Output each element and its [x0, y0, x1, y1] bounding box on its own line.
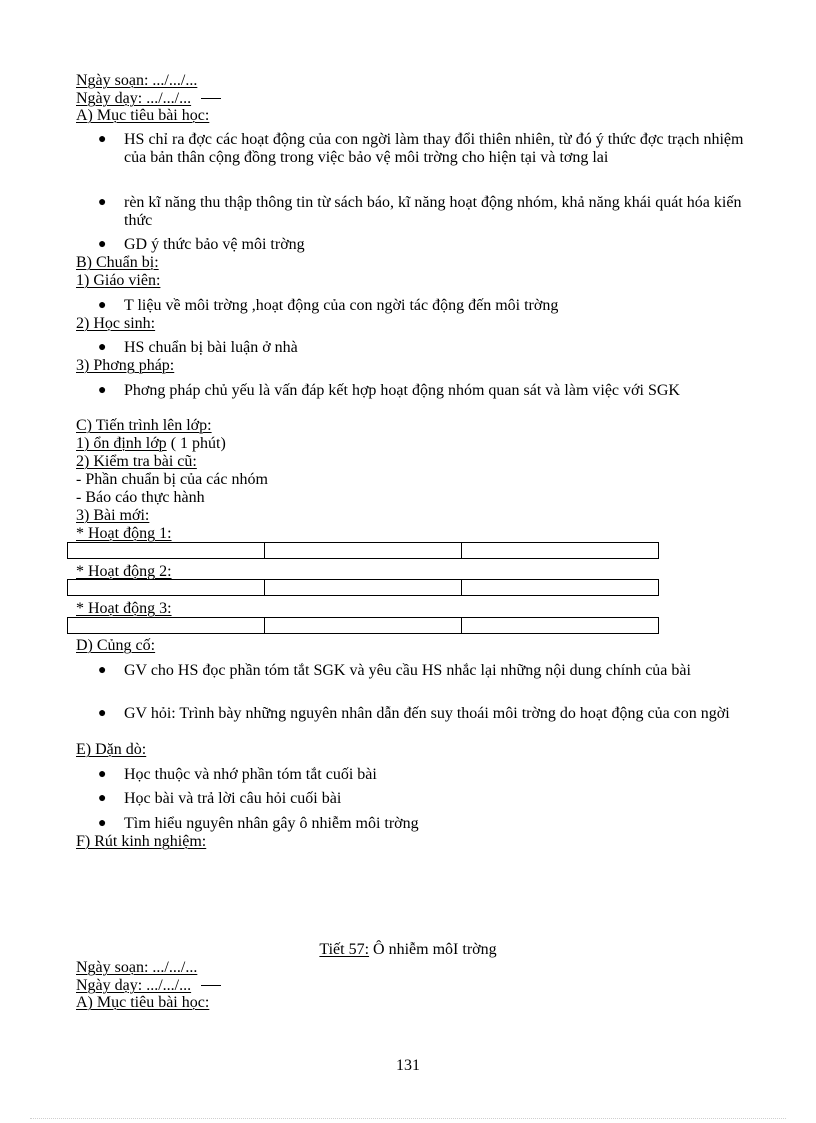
cung-co-item: ● GV hỏi: Trình bày những nguyên nhân dẫn đến suy thoái môi trờng do hoạt động của con ngời	[98, 705, 730, 722]
dan-do-item: ● Học thuộc và nhớ phần tóm tắt cuối bài	[98, 766, 377, 783]
hoat-dong-2-heading: * Hoạt động 2:	[76, 563, 172, 580]
page-bottom-rule	[30, 1118, 786, 1119]
giao-vien-heading: 1) Giáo viên:	[76, 272, 161, 289]
objective-item: ● HS chỉ ra đợc các hoạt động của con ngời làm thay đổi thiên nhiên, từ đó ý thức đợc trạch nhiệm của bản thân cộng đồng trong việc bảo vệ môi trờng cho hiện tại và tơng lai	[98, 131, 744, 166]
tien-trinh-heading: C) Tiến trình lên lớp:	[76, 417, 212, 434]
table-cell	[68, 618, 265, 633]
bullet-icon: ●	[98, 663, 107, 678]
hoat-dong-3-heading: * Hoạt động 3:	[76, 600, 172, 617]
hoat-dong-2-table	[67, 579, 659, 596]
bullet-icon: ●	[98, 340, 107, 355]
kiem-tra-item: - Phần chuẩn bị của các nhóm	[76, 471, 268, 488]
bullet-icon: ●	[98, 767, 107, 782]
table-cell	[462, 580, 658, 595]
table-cell	[265, 580, 462, 595]
bai-moi-heading: 3) Bài mới:	[76, 507, 150, 524]
ngay-day: Ngày dạy: .../.../...	[76, 90, 192, 107]
ngay-day-dash	[201, 98, 221, 99]
on-dinh-note: ( 1 phút)	[166, 435, 226, 452]
cung-co-item: ● GV cho HS đọc phần tóm tắt SGK và yêu cầu HS nhắc lại những nội dung chính của bài	[98, 662, 691, 679]
bullet-icon: ●	[98, 706, 107, 721]
on-dinh-line	[76, 435, 226, 453]
table-cell	[265, 543, 462, 558]
table-cell	[462, 543, 658, 558]
ngay-day-2-dash	[201, 985, 221, 986]
bullet-icon: ●	[98, 816, 107, 831]
table-cell	[265, 618, 462, 633]
bullet-icon: ●	[98, 237, 107, 252]
kiem-tra-heading: 2) Kiểm tra bài cũ:	[76, 453, 197, 470]
ngay-soan: Ngày soạn: .../.../...	[76, 72, 198, 89]
hoat-dong-1-heading: * Hoạt động 1:	[76, 525, 172, 542]
lesson-number: Tiết 57:	[319, 941, 370, 958]
lesson-name: Ô nhiễm môI trờng	[369, 941, 497, 958]
page-number: 131	[396, 1057, 420, 1074]
objective-item: ● GD ý thức bảo vệ môi trờng	[98, 236, 305, 253]
giao-vien-item: ● T liệu về môi trờng ,hoạt động của con ngời tác động đến môi trờng	[98, 297, 559, 314]
ngay-day-line	[76, 90, 221, 108]
hoat-dong-1-table	[67, 542, 659, 559]
ngay-day-2: Ngày dạy: .../.../...	[76, 977, 192, 994]
chuan-bi-heading: B) Chuẩn bị:	[76, 254, 159, 271]
rut-kinh-nghiem-heading: F) Rút kinh nghiệm:	[76, 833, 207, 850]
objective-item: ● rèn kĩ năng thu thập thông tin từ sách báo, kĩ năng hoạt động nhóm, khả năng khái quát hóa kiến thức	[98, 194, 742, 229]
table-cell	[68, 580, 265, 595]
bullet-icon: ●	[98, 298, 107, 313]
on-dinh-label: 1) ổn định lớp	[76, 435, 167, 452]
ngay-soan-2: Ngày soạn: .../.../...	[76, 959, 198, 976]
dan-do-item: ● Tìm hiểu nguyên nhân gây ô nhiễm môi trờng	[98, 815, 419, 832]
bullet-icon: ●	[98, 791, 107, 806]
phuong-phap-heading: 3) Phơng pháp:	[76, 357, 175, 374]
dan-do-heading: E) Dặn dò:	[76, 741, 147, 758]
kiem-tra-item: - Báo cáo thực hành	[76, 489, 205, 506]
table-cell	[462, 618, 658, 633]
muc-tieu-heading-2: A) Mục tiêu bài học:	[76, 994, 210, 1011]
table-cell	[68, 543, 265, 558]
hoat-dong-3-table	[67, 617, 659, 634]
ngay-day-2-line	[76, 977, 221, 995]
dan-do-item: ● Học bài và trả lời câu hỏi cuối bài	[98, 790, 342, 807]
phuong-phap-item: ● Phơng pháp chủ yếu là vấn đáp kết hợp hoạt động nhóm quan sát và làm việc với SGK	[98, 382, 680, 399]
bullet-icon: ●	[98, 195, 107, 210]
bullet-icon: ●	[98, 383, 107, 398]
lesson-title	[0, 941, 816, 959]
muc-tieu-heading: A) Mục tiêu bài học:	[76, 107, 210, 124]
cung-co-heading: D) Củng cố:	[76, 637, 156, 654]
hoc-sinh-item: ● HS chuẩn bị bài luận ở nhà	[98, 339, 298, 356]
bullet-icon: ●	[98, 132, 107, 147]
hoc-sinh-heading: 2) Học sinh:	[76, 315, 156, 332]
